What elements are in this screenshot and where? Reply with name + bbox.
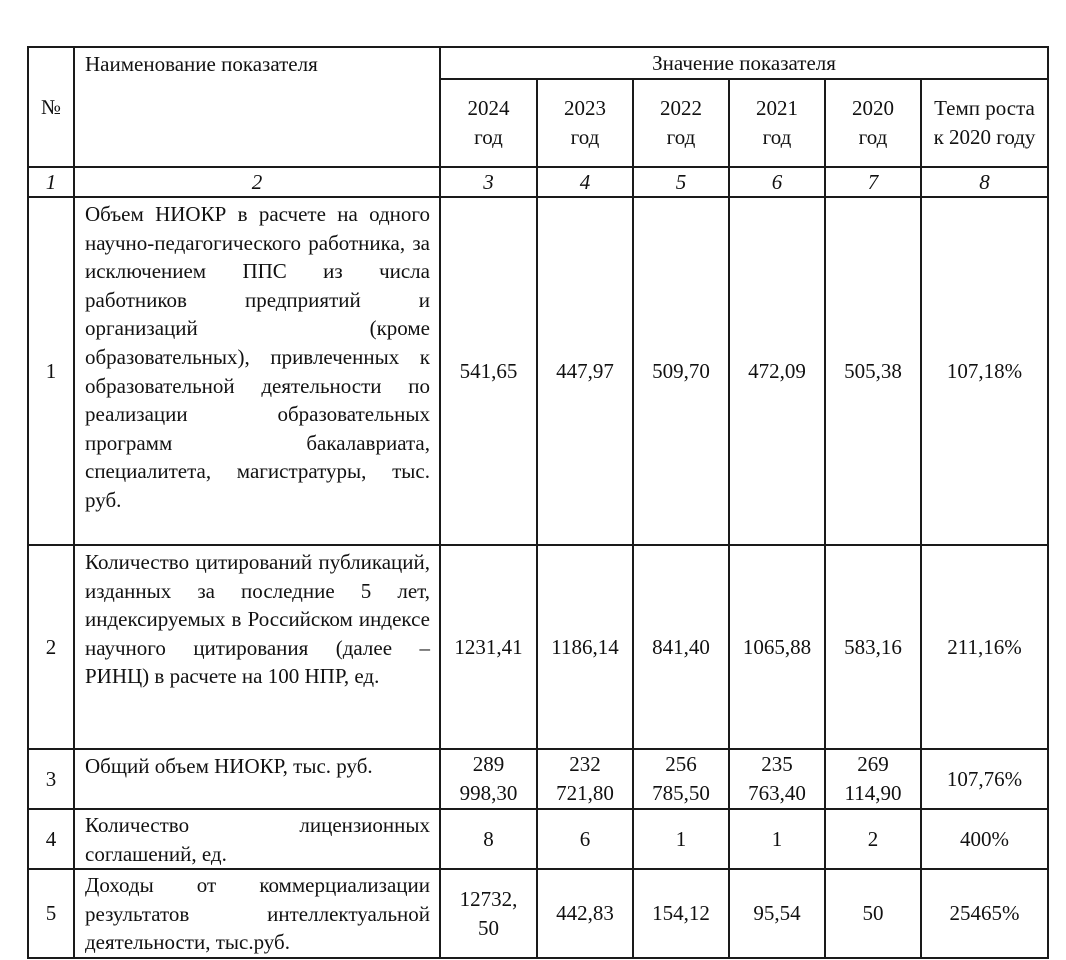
year-2021-unit: год [762, 125, 792, 149]
value-2022: 509,70 [633, 197, 729, 545]
table-row [28, 545, 1048, 749]
value-2021: 235 763,40 [729, 749, 825, 809]
header-growth-rate: Темп роста к 2020 году [921, 79, 1048, 167]
col-index: 5 [633, 167, 729, 197]
col-index: 7 [825, 167, 921, 197]
year-2021-num: 2021 [756, 96, 798, 120]
growth-rate: 400% [921, 809, 1048, 869]
value-2022: 1 [633, 809, 729, 869]
header-indicator-value: Значение показателя [440, 47, 1048, 79]
header-year-2020 [825, 79, 921, 167]
value-2020: 583,16 [825, 545, 921, 749]
value-2021: 1 [729, 809, 825, 869]
year-2024-unit: год [474, 125, 503, 149]
year-2023-unit: год [570, 125, 600, 149]
year-2020-num: 2020 [852, 96, 894, 120]
growth-rate: 211,16% [921, 545, 1048, 749]
header-year-2024 [440, 79, 537, 167]
header-year-2023 [537, 79, 633, 167]
row-number: 5 [28, 869, 74, 958]
year-2023-num: 2023 [564, 96, 606, 120]
table-row [28, 749, 1048, 809]
value-2021: 472,09 [729, 197, 825, 545]
table-row [28, 869, 1048, 958]
value-2024: 541,65 [440, 197, 537, 545]
indicator-name: Количество цитирований публикаций, изданных за последние 5 лет, индексируемых в Российском индексе научного цитирования (далее – РИНЦ) в расчете на 100 НПР, ед. [74, 545, 440, 749]
value-2024: 12732,50 [440, 869, 537, 958]
header-num: № [28, 47, 74, 167]
value-2024: 8 [440, 809, 537, 869]
row-number: 4 [28, 809, 74, 869]
value-2020: 505,38 [825, 197, 921, 545]
table-row [28, 197, 1048, 545]
col-index: 4 [537, 167, 633, 197]
col-index: 2 [74, 167, 440, 197]
row-number: 2 [28, 545, 74, 749]
value-2020: 2 [825, 809, 921, 869]
value-2023: 232 721,80 [537, 749, 633, 809]
header-row-1 [28, 47, 1048, 79]
growth-rate: 107,76% [921, 749, 1048, 809]
value-2024: 1231,41 [440, 545, 537, 749]
indicator-table [27, 46, 1049, 959]
year-2022-num: 2022 [660, 96, 702, 120]
col-index: 8 [921, 167, 1048, 197]
indicator-name: Количество лицензионных соглашений, ед. [74, 809, 440, 869]
value-2020: 269 114,90 [825, 749, 921, 809]
table-row [28, 809, 1048, 869]
year-2020-unit: год [858, 125, 888, 149]
row-number: 3 [28, 749, 74, 809]
column-index-row [28, 167, 1048, 197]
indicator-name: Общий объем НИОКР, тыс. руб. [74, 749, 440, 809]
value-2022: 841,40 [633, 545, 729, 749]
value-2023: 447,97 [537, 197, 633, 545]
header-year-2021 [729, 79, 825, 167]
header-year-2022 [633, 79, 729, 167]
growth-rate: 107,18% [921, 197, 1048, 545]
value-2022: 256 785,50 [633, 749, 729, 809]
value-2022: 154,12 [633, 869, 729, 958]
indicator-name: Объем НИОКР в расчете на одного научно-педагогического работника, за исключением ППС из числа работников предприятий и организаций (кроме образовательных), привлеченных к образовательной деятельности по реализации образовательных программ бакалавриата, специалитета, магистратуры, тыс. руб. [74, 197, 440, 545]
value-2023: 1186,14 [537, 545, 633, 749]
col-index: 1 [28, 167, 74, 197]
col-index: 3 [440, 167, 537, 197]
value-2023: 6 [537, 809, 633, 869]
header-indicator-name: Наименование показателя [74, 47, 440, 167]
row-number: 1 [28, 197, 74, 545]
value-2023: 442,83 [537, 869, 633, 958]
indicator-name: Доходы от коммерциализации результатов интеллектуальной деятельности, тыс.руб. [74, 869, 440, 958]
value-2021: 1065,88 [729, 545, 825, 749]
value-2021: 95,54 [729, 869, 825, 958]
year-2024-num: 2024 [467, 96, 510, 120]
growth-rate: 25465% [921, 869, 1048, 958]
year-2022-unit: год [666, 125, 696, 149]
indicator-table-wrapper [27, 46, 1049, 959]
value-2020: 50 [825, 869, 921, 958]
value-2024: 289 998,30 [440, 749, 537, 809]
col-index: 6 [729, 167, 825, 197]
